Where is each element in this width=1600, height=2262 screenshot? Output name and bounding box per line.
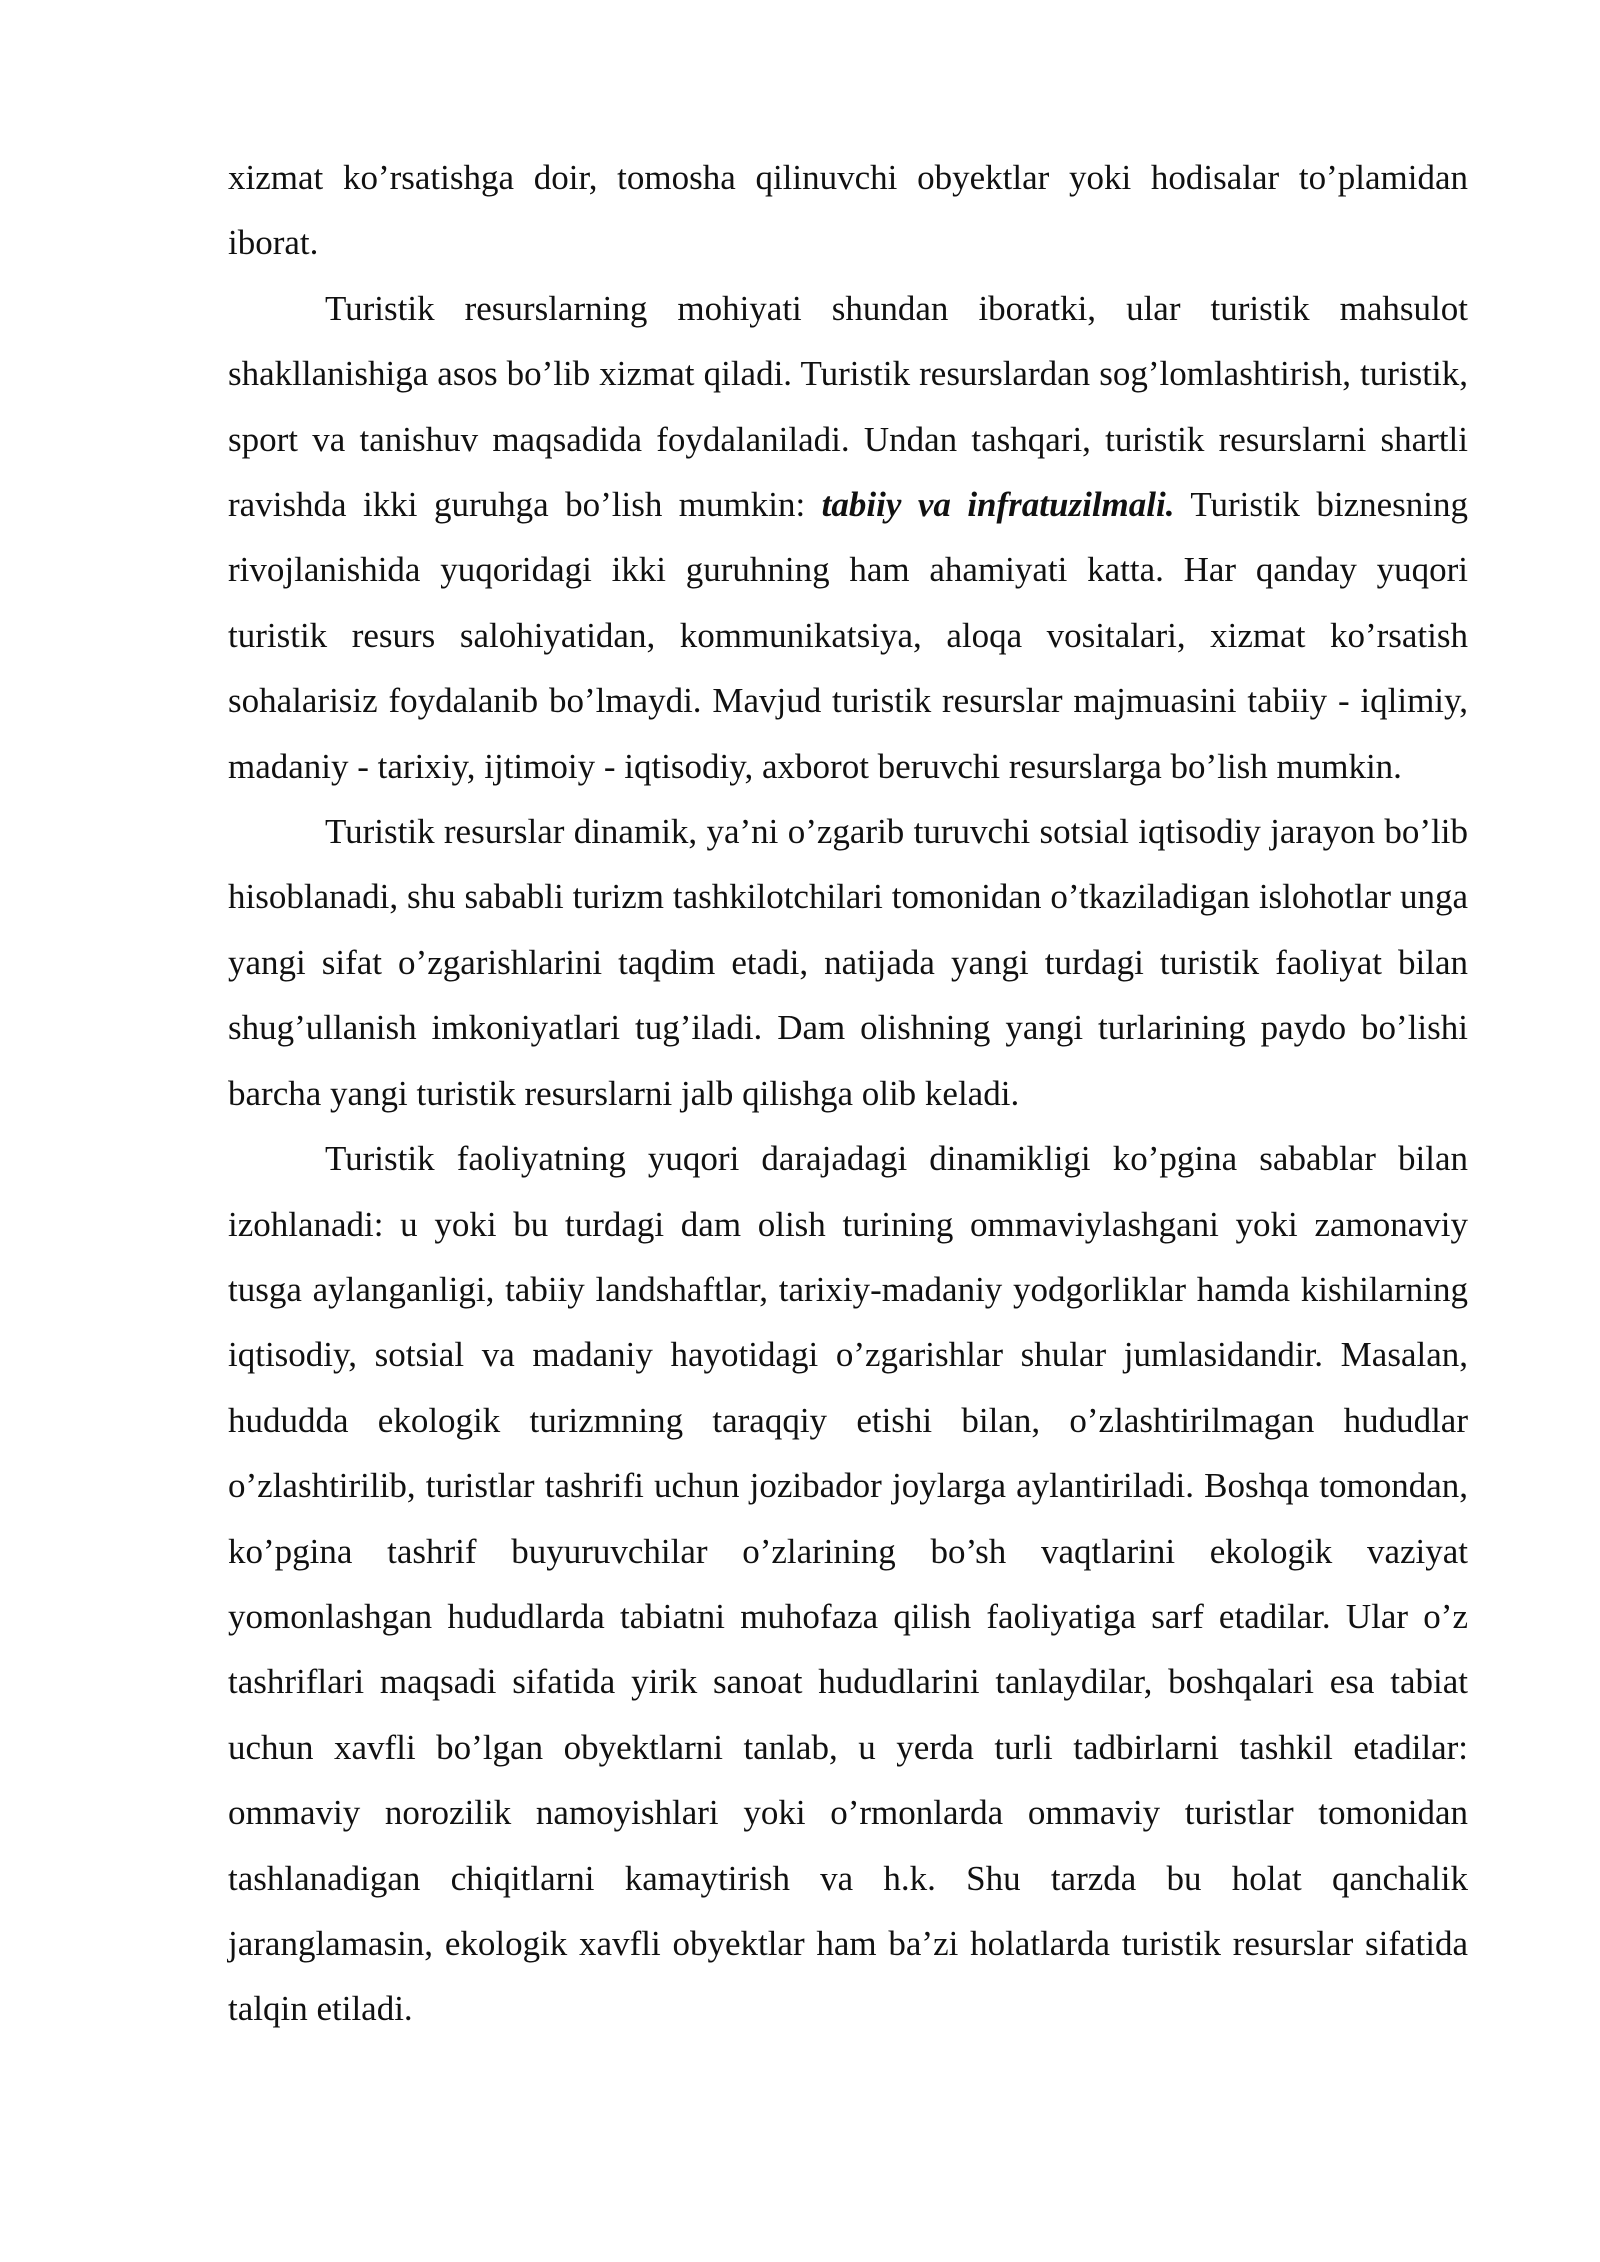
paragraph-turistik-resurslar-mohiyati: [228, 276, 1468, 799]
paragraph-text-end: Turistik biznesning rivojlanishida yuqoridagi ikki guruhning ham ahamiyati katta. Har qanday yuqori turistik resurs salohiyatidan, kommunikatsiya, aloqa vositalari, xizmat ko’rsatish sohalarisiz foydalanib bo’lmaydi. Mavjud turistik resurslar majmuasini tabiiy - iqlimiy, madaniy - tarixiy, ijtimoiy - iqtisodiy, axborot beruvchi resurslarga bo’lish mumkin.: [228, 485, 1469, 786]
emphasis-resource-groups: tabiiy va infratuzilmali.: [821, 485, 1175, 525]
paragraph-faoliyat-dinamikligi: Turistik faoliyatning yuqori darajadagi dinamikligi ko’pgina sabablar bilan izohlanadi: u yoki bu turdagi dam olish turining ommaviylashgani yoki zamonaviy tusga aylanganligi, tabiiy landshaftlar, tarixiy-madaniy yodgorliklar hamda kishilarning iqtisodiy, sotsial va madaniy hayotidagi o’zgarishlar shular jumlasidandir. Masalan, hududda ekologik turizmning taraqqiy etishi bilan, o’zlashtirilmagan hududlar o’zlashtirilib, turistlar tashrifi uchun jozibador joylarga aylantiriladi. Boshqa tomondan, ko’pgina tashrif buyuruvchilar o’zlarining bo’sh vaqtlarini ekologik vaziyat yomonlashgan hududlarda tabiatni muhofaza qilish faoliyatiga sarf etadilar. Ular o’z tashriflari maqsadi sifatida yirik sanoat hududlarini tanlaydilar, boshqalari esa tabiat uchun xavfli bo’lgan obyektlarni tanlab, u yerda turli tadbirlarni tashkil etadilar: ommaviy norozilik namoyishlari yoki o’rmonlarda ommaviy turistlar tomonidan tashlanadigan chiqitlarni kamaytirish va h.k. Shu tarzda bu holat qanchalik jaranglamasin, ekologik xavfli obyektlar ham ba’zi holatlarda turistik resurslar sifatida talqin etiladi.: [228, 1139, 1468, 2029]
paragraph-text-start: Turistik resurslarning mohiyati shundan iboratki, ular turistik mahsulot shakllanishiga asos bo’lib xizmat qiladi. Turistik resurslardan sog’lomlashtirish, turistik, sport va tanishuv maqsadida foydalaniladi. Undan tashqari, turistik resurslarni shartli ravishda ikki guruhga bo’lish mumkin:: [228, 288, 1468, 525]
paragraph-resurslar-dinamik: Turistik resurslar dinamik, ya’ni o’zgarib turuvchi sotsial iqtisodiy jarayon bo’lib hisoblanadi, shu sababli turizm tashkilotchilari tomonidan o’tkaziladigan islohotlar unga yangi sifat o’zgarishlarini taqdim etadi, natijada yangi turdagi turistik faoliyat bilan shug’ullanish imkoniyatlari tug’iladi. Dam olishning yangi turlarining paydo bo’lishi barcha yangi turistik resurslarni jalb qilishga olib keladi.: [228, 812, 1468, 1113]
document-page: [228, 145, 1468, 2042]
paragraph-continuation: xizmat ko’rsatishga doir, tomosha qilinuvchi obyektlar yoki hodisalar to’plamidan iborat.: [228, 158, 1468, 263]
